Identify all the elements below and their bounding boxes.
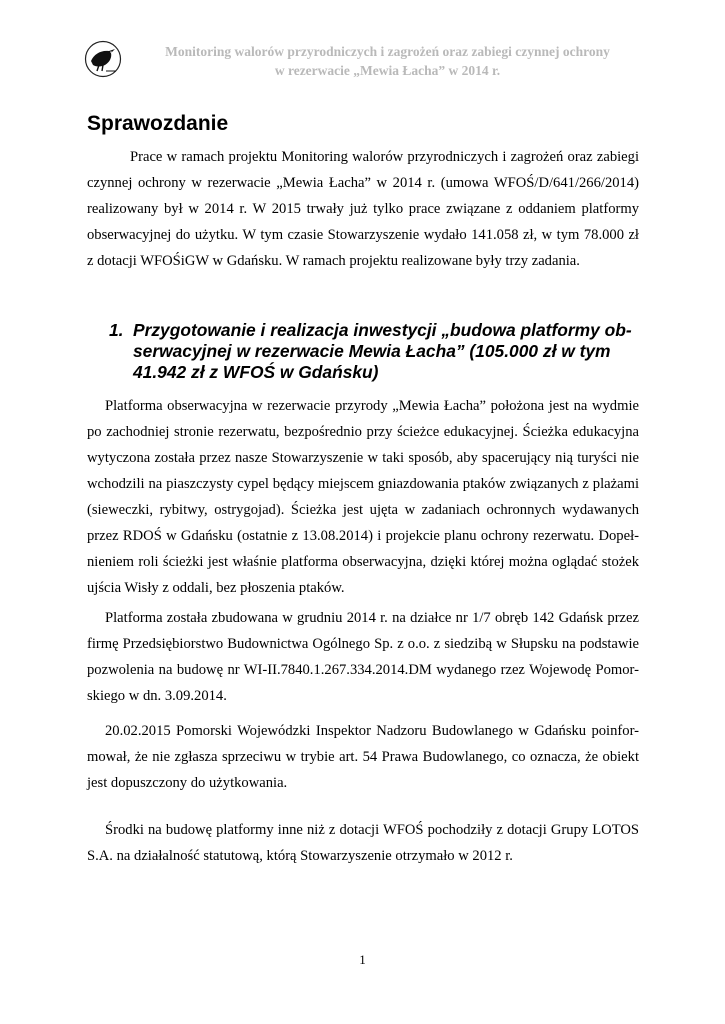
page-header bbox=[130, 42, 645, 80]
heading-line: serwacyjnej w rezerwacie Mewia Łacha” (105.000 zł w tym bbox=[133, 341, 611, 361]
section-number: 1. bbox=[109, 320, 124, 340]
header-line-2: w rezerwacie „Mewia Łacha” w 2014 r. bbox=[274, 63, 501, 78]
text-line: nieniem roli ścieżki jest właśnie platforma obserwacyjna, dzięki której można oglądać stożek bbox=[87, 554, 639, 570]
text-line: Środki na budowę platformy inne niż z dotacji WFOŚ pochodziły z dotacji Grupy LOTOS bbox=[105, 822, 639, 838]
text-line: przez RDOŚ w Gdańsku (ostatnie z 13.08.2014) i projekcie planu ochrony rezerwatu. Dopeł- bbox=[87, 528, 639, 544]
heading-line: 41.942 zł z WFOŚ w Gdańsku) bbox=[133, 362, 379, 382]
document-title: Sprawozdanie bbox=[87, 112, 229, 135]
section-1-paragraph-1 bbox=[87, 393, 639, 601]
text-line: pozwolenia na budowę nr WI-II.7840.1.267.334.2014.DM wydanego rzez Wojewodę Pomor- bbox=[87, 662, 639, 678]
text-line: mował, że nie zgłasza sprzeciwu w trybie art. 54 Prawa Budowlanego, co oznacza, że obiekt bbox=[87, 749, 639, 765]
text-line: obserwacyjnej do użytku. W tym czasie Stowarzyszenie wydało 141.058 zł, w tym 78.000 zł bbox=[87, 227, 639, 243]
text-line: realizowany był w 2014 r. W 2015 trwały już tylko prace związane z oddaniem platformy bbox=[87, 201, 639, 217]
heading-line: Przygotowanie i realizacja inwestycji „budowa platformy ob- bbox=[133, 320, 632, 340]
section-1-paragraph-4 bbox=[87, 817, 639, 869]
text-line: z dotacji WFOŚiGW w Gdańsku. W ramach projektu realizowane były trzy zadania. bbox=[87, 253, 580, 269]
bird-logo-icon bbox=[84, 40, 122, 78]
text-line: Prace w ramach projektu Monitoring walorów przyrodniczych i zagrożeń oraz zabiegi bbox=[130, 149, 639, 165]
text-line: ujścia Wisły z oddali, bez płoszenia ptaków. bbox=[87, 580, 345, 596]
page-number: 1 bbox=[359, 952, 366, 967]
section-1-heading bbox=[109, 320, 639, 383]
text-line: wytyczona została przez nasze Stowarzyszenie w taki sposób, aby spacerujący nią turyści nie bbox=[87, 450, 639, 466]
text-line: wchodzili na piaszczysty cypel będący miejscem gniazdowania ptaków związanych z plażami bbox=[87, 476, 639, 492]
header-line-1: Monitoring walorów przyrodniczych i zagrożeń oraz zabiegi czynnej ochrony bbox=[165, 44, 610, 59]
text-line: Platforma została zbudowana w grudniu 2014 r. na działce nr 1/7 obręb 142 Gdańsk przez bbox=[105, 610, 639, 626]
text-line: firmę Przedsiębiorstwo Budownictwa Ogólnego Sp. z o.o. z siedzibą w Słupsku na podstawie bbox=[87, 636, 639, 652]
text-line: skiego w dn. 3.09.2014. bbox=[87, 688, 227, 704]
text-line: S.A. na działalność statutową, którą Stowarzyszenie otrzymało w 2012 r. bbox=[87, 848, 513, 864]
text-line: czynnej ochrony w rezerwacie „Mewia Łacha” w 2014 r. (umowa WFOŚ/D/641/266/2014) bbox=[87, 175, 639, 191]
text-line: 20.02.2015 Pomorski Wojewódzki Inspektor Nadzoru Budowlanego w Gdańsku poinfor- bbox=[105, 723, 639, 739]
text-line: po zachodniej stronie rezerwatu, bezpośrednio przy ścieżce edukacyjnej. Ścieżka edukacyjna bbox=[87, 424, 639, 440]
intro-paragraph bbox=[87, 144, 639, 274]
section-1-paragraph-2 bbox=[87, 605, 639, 709]
text-line: jest dopuszczony do użytkowania. bbox=[87, 775, 288, 791]
text-line: Platforma obserwacyjna w rezerwacie przyrody „Mewia Łacha” położona jest na wydmie bbox=[105, 398, 639, 414]
text-line: (sieweczki, rybitwy, ostrygojad). Ścieżka jest ujęta w zadaniach ochronnych wydawanych bbox=[87, 502, 639, 518]
section-1-paragraph-3 bbox=[87, 718, 639, 796]
